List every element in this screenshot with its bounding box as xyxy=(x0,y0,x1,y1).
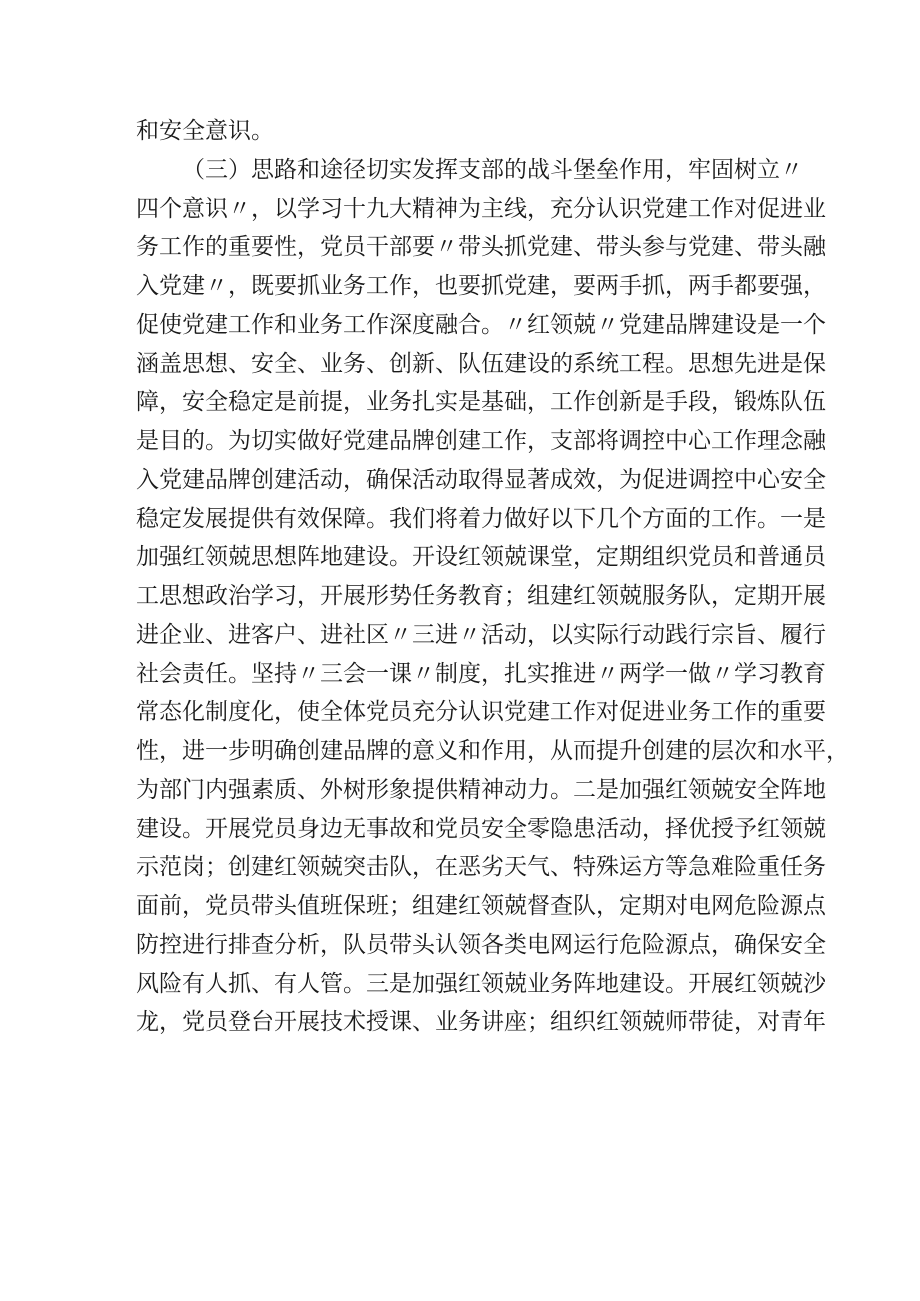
paragraph-line: 四个意识〃，以学习十九大精神为主线，充分认识党建工作对促进业 xyxy=(136,195,826,222)
paragraph-line: 入党建〃，既要抓业务工作，也要抓党建，要两手抓，两手都要强， xyxy=(136,273,826,299)
paragraph-line: 务工作的重要性，党员干部要〃带头抓党建、带头参与党建、带头融 xyxy=(136,234,826,261)
paragraph-line: 建设。开展党员身边无事故和党员安全零隐患活动，择优授予红领兢 xyxy=(136,815,826,842)
paragraph-line: 社会责任。坚持〃三会一课〃制度，扎实推进〃两学一做〃学习教育 xyxy=(136,660,826,687)
paragraph-line: 稳定发展提供有效保障。我们将着力做好以下几个方面的工作。一是 xyxy=(136,505,826,532)
paragraph-line: 为部门内强素质、外树形象提供精神动力。二是加强红领兢安全阵地 xyxy=(136,776,826,803)
paragraph-line: 风险有人抓、有人管。三是加强红领兢业务阵地建设。开展红领兢沙 xyxy=(136,970,826,997)
paragraph-line: 面前，党员带头值班保班；组建红领兢督查队，定期对电网危险源点 xyxy=(136,893,826,919)
paragraph-line: 龙，党员登台开展技术授课、业务讲座；组织红领兢师带徒，对青年 xyxy=(136,1009,826,1036)
paragraph-line: 性，进一步明确创建品牌的意义和作用，从而提升创建的层次和水平， xyxy=(136,738,849,764)
paragraph-line: 入党建品牌创建活动，确保活动取得显著成效，为促进调控中心安全 xyxy=(136,466,826,493)
paragraph-line: 涵盖思想、安全、业务、创新、队伍建设的系统工程。思想先进是保 xyxy=(136,350,826,377)
paragraph-line: 工思想政治学习，开展形势任务教育；组建红领兢服务队，定期开展 xyxy=(136,583,826,609)
paragraph-line: 是目的。为切实做好党建品牌创建工作，支部将调控中心工作理念融 xyxy=(136,428,826,454)
paragraph-line: 常态化制度化，使全体党员充分认识党建工作对促进业务工作的重要 xyxy=(136,699,826,726)
paragraph-line: 障，安全稳定是前提，业务扎实是基础，工作创新是手段，锻炼队伍 xyxy=(136,389,826,416)
paragraph-line: 示范岗；创建红领兢突击队，在恶劣天气、特殊运方等急难险重任务 xyxy=(136,854,826,881)
body-text xyxy=(136,112,849,1042)
paragraph-line: （三）思路和途径切实发挥支部的战斗堡垒作用，牢固树立〃 xyxy=(182,156,803,183)
paragraph-line: 和安全意识。 xyxy=(136,118,274,144)
paragraph-line: 进企业、进客户、进社区〃三进〃活动，以实际行动践行宗旨、履行 xyxy=(136,621,826,648)
paragraph-line: 防控进行排查分析，队员带头认领各类电网运行危险源点，确保安全 xyxy=(136,931,826,958)
paragraph-line: 促使党建工作和业务工作深度融合。〃红领兢〃党建品牌建设是一个 xyxy=(136,311,826,338)
paragraph-line: 加强红领兢思想阵地建设。开设红领兢课堂，定期组织党员和普通员 xyxy=(136,544,826,571)
